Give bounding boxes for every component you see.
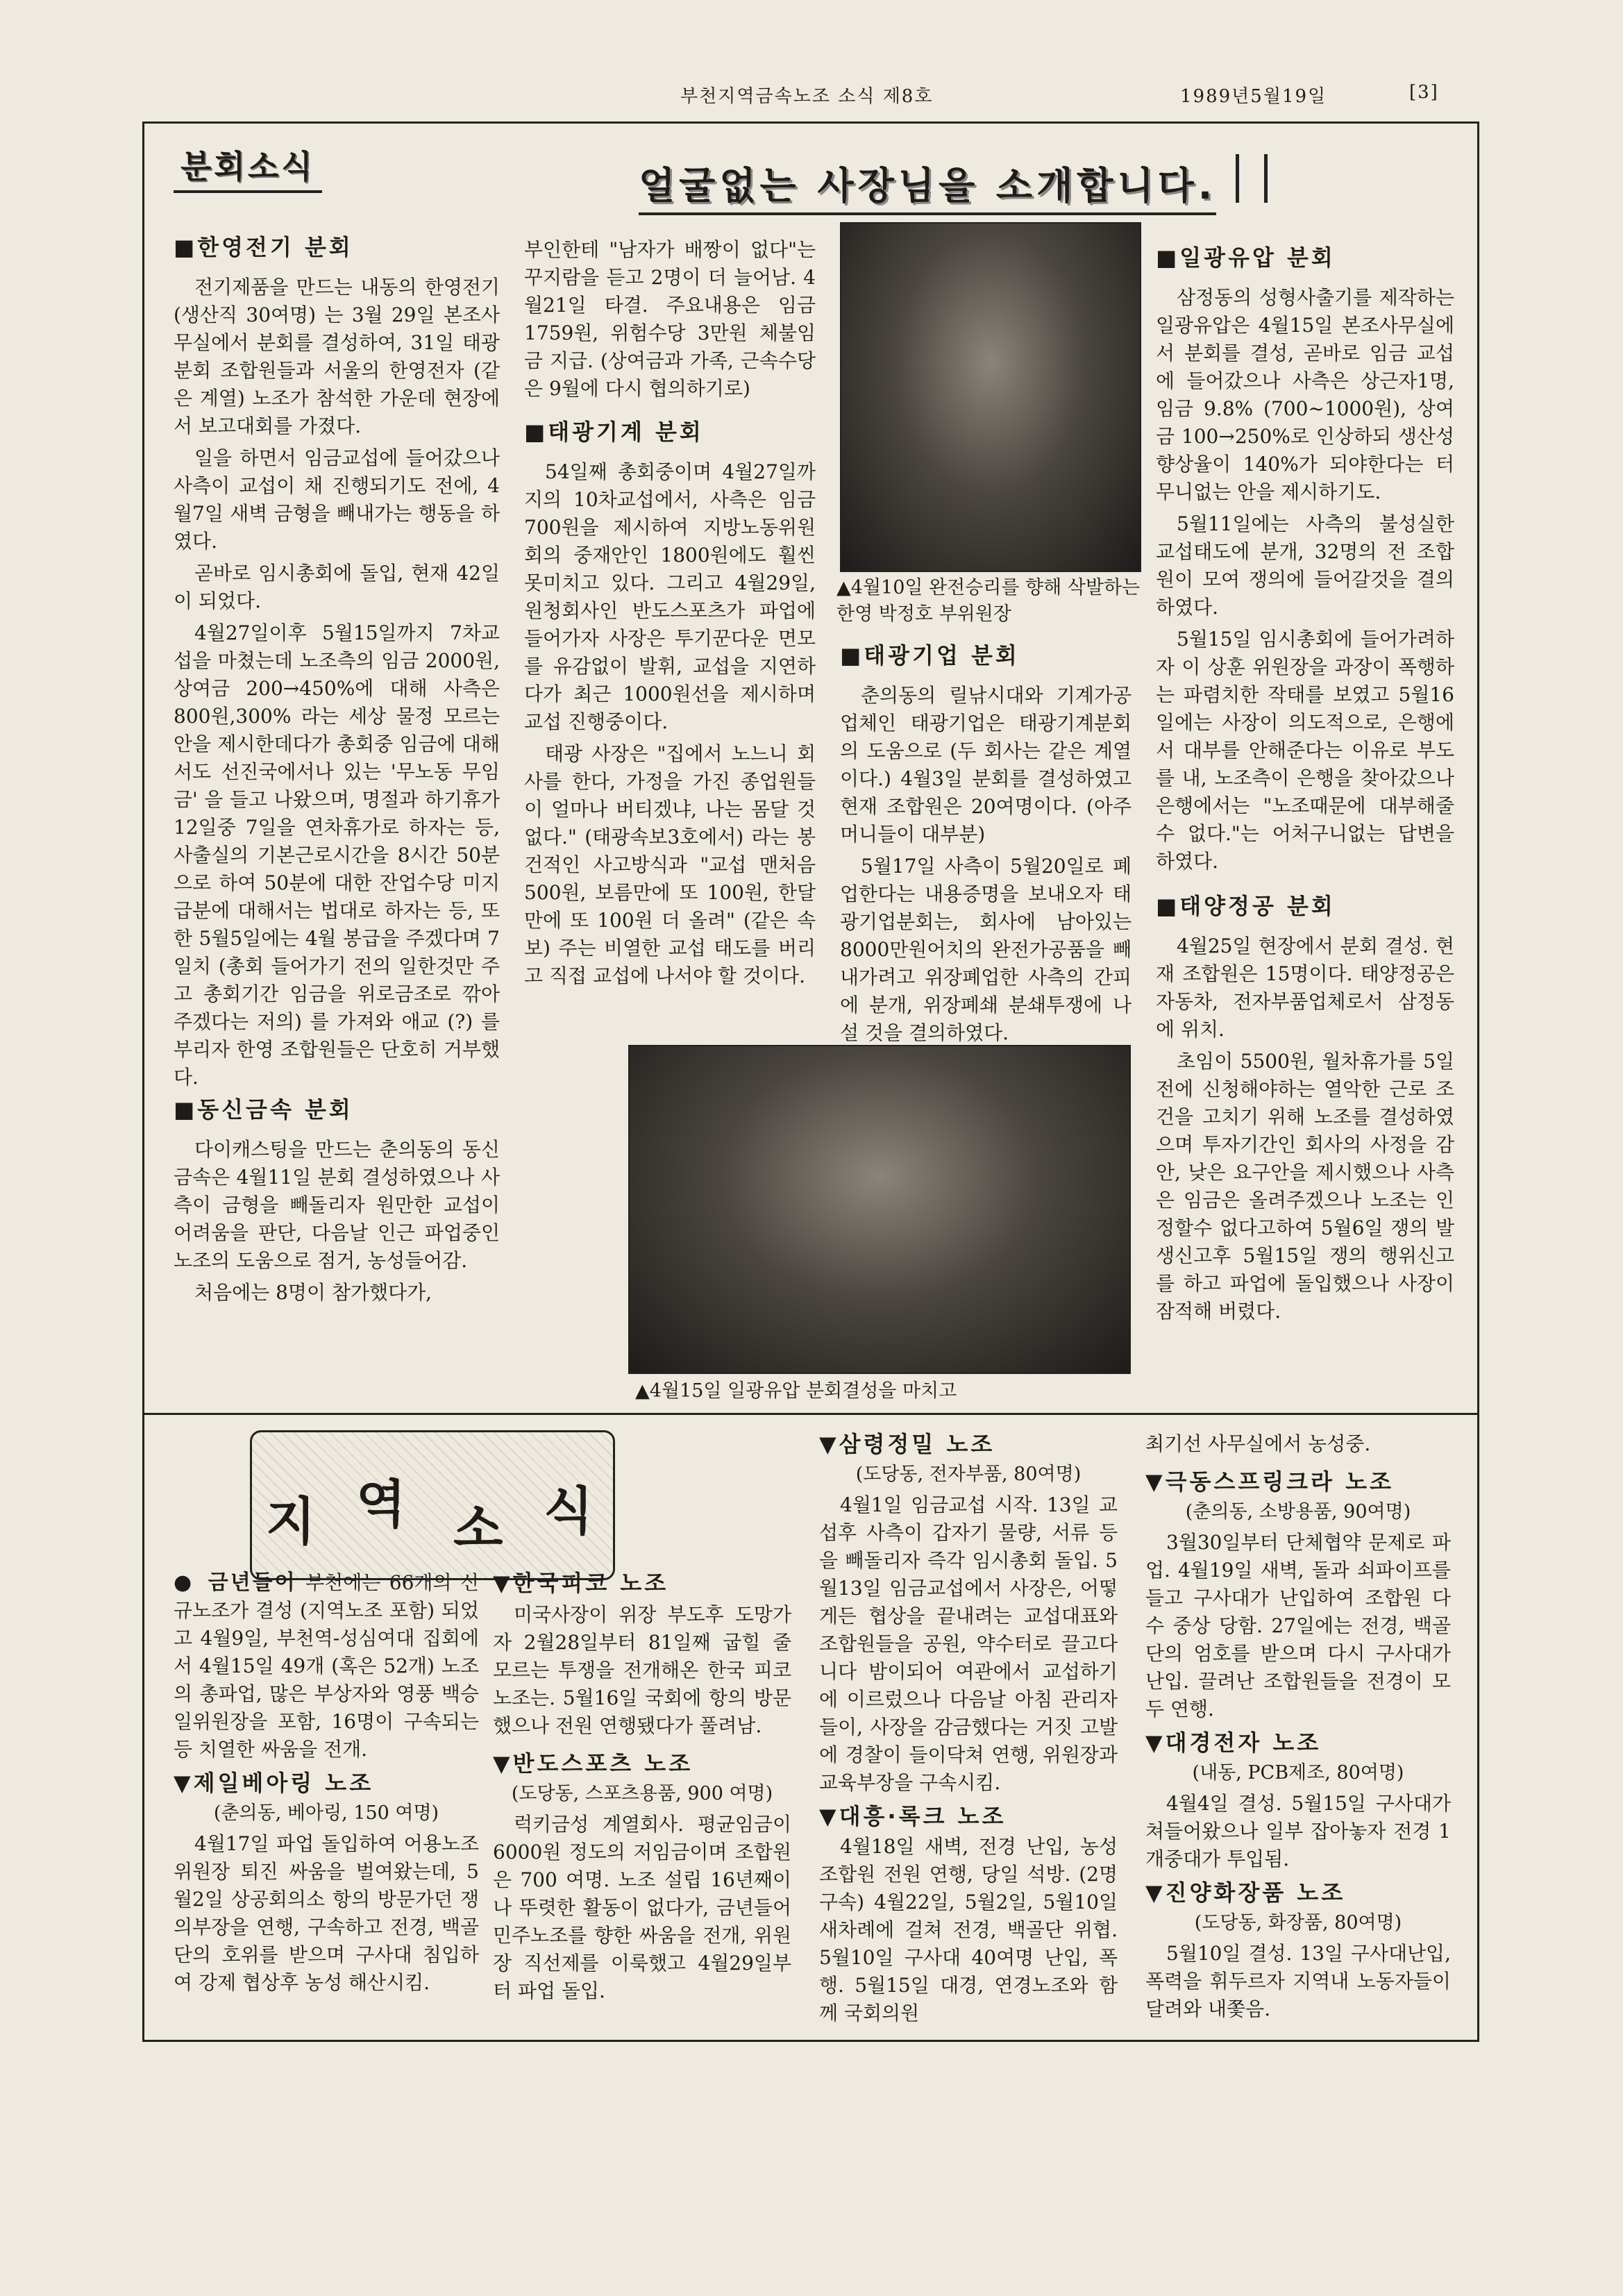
section-title: ▼극동스프링크라 노조 xyxy=(1145,1468,1394,1495)
section-title: ■태광기계 분회 xyxy=(524,419,704,445)
section-title: ■태광기업 분회 xyxy=(840,642,1020,669)
section-title: ■태양정공 분회 xyxy=(1156,893,1336,919)
section-divider xyxy=(142,1413,1477,1415)
banner-char: 식 xyxy=(544,1482,594,1541)
photo-group xyxy=(628,1045,1131,1374)
paragraph: 4월25일 현장에서 분회 결성. 현재 조합원은 15명이다. 태양정공은 자동차, 전자부품업체로서 삼정동에 위치. xyxy=(1156,935,1454,1041)
lead-label: ● 금년들어 xyxy=(174,1570,297,1595)
section-title: ▼반도스포츠 노조 xyxy=(493,1750,693,1777)
section-title: ■동신금속 분회 xyxy=(174,1096,353,1123)
paragraph: 일을 하면서 임금교섭에 들어갔으나 사측이 교섭이 채 진행되기도 전에, 4월7일 새벽 금형을 빼내가는 행동을 하였다. xyxy=(174,446,500,553)
paragraph: 처음에는 8명이 참가했다가, xyxy=(194,1281,432,1304)
issue-date: 1989년5월19일 xyxy=(1180,86,1327,107)
section-title: ▼진양화장품 노조 xyxy=(1145,1879,1346,1906)
article-column-1 xyxy=(174,229,500,1311)
section-title: ▼대흥·록크 노조 xyxy=(819,1803,1007,1829)
section-title: ▼한국피코 노조 xyxy=(493,1570,669,1596)
paragraph: 미국사장이 위장 부도후 도망가자 2월28일부터 81일째 굽힐 줄 모르는 투쟁을 전개해온 한국 피코노조는. 5월16일 국회에 항의 방문했으나 전원 연행됐다가 풀려남. xyxy=(493,1603,791,1737)
banner-char: 역 xyxy=(356,1475,406,1534)
paragraph: 다이캐스팅을 만드는 춘의동의 동신금속은 4월11일 분회 결성하였으나 사측이 금형을 빼돌리자 원만한 교섭이 어려움을 판단, 다음날 인근 파업중인 노조의 도움으로 점거, 농성들어감. xyxy=(174,1138,500,1272)
banner-char: 지 xyxy=(266,1492,316,1552)
paragraph: 태광 사장은 "집에서 노느니 회사를 한다, 가정을 가진 종업원들이 얼마나 버티겠냐, 나는 몸달 것 없다." (태광속보3호에서) 라는 봉건적인 사고방식과 "교섭 맨처음 500원, 보름만에 또 100원, 한달만에 또 100원 더 올려" (같은 속보) 주는 비열한 교섭 태도를 버리고 직접 교섭에 나서야 할 것이다. xyxy=(524,742,816,987)
article-column-2 xyxy=(524,236,816,994)
section-title: ▼삼령정밀 노조 xyxy=(819,1431,995,1457)
paragraph: 4월18일 새벽, 전경 난입, 농성 조합원 전원 연행, 당일 석방. (2명구속) 4월22일, 5월2일, 5월10일 새차례에 걸쳐 전경, 백골단 위협. 5월10일 구사대 40여명 난입, 폭행. 5월15일 대경, 연경노조와 함께 국회의원 xyxy=(819,1835,1118,2025)
paragraph: 5월10일 결성. 13일 구사대난입, 폭력을 휘두르자 지역내 노동자들이 달려와 내쫓음. xyxy=(1145,1942,1451,2020)
paragraph: 부인한테 "남자가 배짱이 없다"는 꾸지람을 듣고 2명이 더 늘어남. 4월21일 타결. 주요내용은 임금 1759원, 위험수당 3만원 체불임금 지급. (상여금과 가족, 근속수당은 9월에 다시 협의하기로) xyxy=(524,238,816,400)
section-title: ■한영전기 분회 xyxy=(174,234,353,260)
article-column-4 xyxy=(1156,240,1454,1330)
paragraph: 초임이 5500원, 월차휴가를 5일전에 신청해야하는 열악한 근로 조건을 고치기 위해 노조를 결성하였으며 투자기간인 회사의 사정을 감안, 낮은 요구안을 제시했으나 사측은 임금은 올려주겠으나 노조는 인정할수 없다고하여 5월6일 쟁의 발생신고후 5월15일 쟁의 행위신고를 하고 파업에 돌입했으나 사장이 잠적해 버렸다. xyxy=(1156,1050,1454,1323)
paragraph: 럭키금성 계열회사. 평균임금이 6000원 정도의 저임금이며 조합원은 700 여명. 노조 설립 16년째이나 뚜렷한 활동이 없다가, 금년들어 민주노조를 향한 싸움을 전개, 위원장 직선제를 이룩했고 4월29일부터 파업 돌입. xyxy=(493,1813,791,2002)
paragraph: 5월11일에는 사측의 불성실한 교섭태도에 분개, 32명의 전 조합원이 모여 쟁의에 들어갈것을 결의하였다. xyxy=(1156,512,1454,619)
paragraph: 곧바로 임시총회에 돌입, 현재 42일이 되었다. xyxy=(174,562,500,612)
paragraph: 4월4일 결성. 5월15일 구사대가 쳐들어왔으나 일부 잡아놓자 전경 1개중대가 투입됨. xyxy=(1145,1792,1451,1870)
paragraph: 54일째 총회중이며 4월27일까지의 10차교섭에서, 사측은 임금 700원을 제시하여 지방노동위원회의 중재안인 1800원에도 훨씬 못미치고 있다. 그리고 4월29일, 원청회사인 반도스포츠가 파업에 들어가자 사장은 투기꾼다운 면모를 유감없이 발휘, 교섭을 지연하다가 최근 1000원선을 제시하며 교섭 진행중이다. xyxy=(524,460,816,733)
paragraph: 춘의동의 릴낚시대와 기계가공업체인 태광기업은 태광기계분회의 도움으로 (두 회사는 같은 계열이다.) 4월3일 분회를 결성하였고 현재 조합원은 20여명이다. (아주머니들이 대부분) xyxy=(840,684,1132,846)
banner-char: 소 xyxy=(453,1499,503,1559)
regional-column-4 xyxy=(1145,1430,1451,2027)
headline-ornament xyxy=(1236,154,1268,203)
regional-column-1 xyxy=(174,1569,479,2001)
paragraph: 5월17일 사측이 5월20일로 폐업한다는 내용증명을 보내오자 태광기업분회는, 회사에 남아있는 8000만원어치의 완전가공품을 빼내가려고 위장폐업한 사측의 간피에 분개, 위장폐쇄 분쇄투쟁에 나설 것을 결의하였다. xyxy=(840,855,1132,1044)
paragraph: 4월27일이후 5월15일까지 7차교섭을 마쳤는데 노조측의 임금 2000원, 상여금 200→450%에 대해 사측은 800원,300% 라는 세상 물정 모르는 안을 제시한데다가 총회중 임금에 대해서도 선진국에서나 있는 '무노동 무임금' 을 들고 나왔으며, 명절과 하기휴가 12일중 7일을 연차휴가로 하자는 등, 사출실의 기본근로시간을 8시간 50분으로 하여 50분에 대한 잔업수당 미지급분에 대해서는 법대로 하자는 등, 또한 5월5일에는 4월 봉급을 주겠다며 7일치 (총회 들어가기 전의 일한것만 주고 총회기간 임금을 위로금조로 깎아 주겠다는 저의) 를 가져와 애교 (?) 를 부리자 한영 조합원들은 단호히 거부했다. xyxy=(174,621,500,1089)
paragraph: 전기제품을 만드는 내동의 한영전기 (생산직 30여명) 는 3월 29일 본조사무실에서 분회를 결성하여, 31일 태광분회 조합원들과 서울의 한영전자 (같은 계열) 노조가 참석한 가운데 현장에서 보고대회를 가졌다. xyxy=(174,276,500,437)
section-stamp: 분회소식 xyxy=(174,139,322,193)
regional-column-3 xyxy=(819,1430,1118,2031)
article-column-3 xyxy=(840,637,1132,1051)
section-subtitle: (도당동, 전자부품, 80여명) xyxy=(855,1464,1082,1485)
section-title: ▼대경전자 노조 xyxy=(1145,1729,1322,1756)
section-title: ▼제일베아링 노조 xyxy=(174,1770,374,1796)
paragraph: 부천에는 66개의 신규노조가 결성 (지역노조 포함) 되었고 4월9일, 부천역-성심여대 집회에서 4월15일 49개 (혹은 52개) 노조의 총파업, 많은 부상자와 영풍 백승일위원장을 포함, 16명이 구속되는 등 치열한 싸움을 전개. xyxy=(174,1571,479,1761)
paragraph: 최기선 사무실에서 농성중. xyxy=(1145,1432,1371,1455)
photo-caption: ▲4월15일 일광유압 분회결성을 마치고 xyxy=(635,1380,957,1402)
photo-caption: ▲4월10일 완전승리를 향해 삭발하는 한영 박정호 부위원장 xyxy=(836,577,1141,625)
section-subtitle: (내동, PCB제조, 80여명) xyxy=(1192,1762,1404,1784)
photo-head-shaving xyxy=(840,222,1141,572)
paragraph: 4월17일 파업 돌입하여 어용노조위원장 퇴진 싸움을 벌여왔는데, 5월2일 상공회의소 항의 방문가던 쟁의부장을 연행, 구속하고 전경, 백골단의 호위를 받으며 구사대 침입하여 강제 협상후 농성 해산시킴. xyxy=(174,1832,479,1994)
section-subtitle: (도당동, 화장품, 80여명) xyxy=(1194,1912,1402,1934)
section-subtitle: (도당동, 스포츠용품, 900 여명) xyxy=(511,1783,773,1804)
headline: 얼굴없는 사장님을 소개합니다. xyxy=(639,156,1216,215)
regional-news-banner xyxy=(250,1430,615,1580)
newspaper-title: 부천지역금속노조 소식 제8호 xyxy=(680,86,934,107)
paragraph: 5월15일 임시총회에 들어가려하자 이 상훈 위원장을 과장이 폭행하는 파렴치한 작태를 보였고 5월16일에는 사장이 의도적으로, 은행에서 대부를 안해준다는 이유로 부도를 내, 노조측이 은행을 찾아갔으나 은행에서는 "노조때문에 대부해줄수 없다."는 어처구니없는 답변을 하였다. xyxy=(1156,628,1454,873)
paragraph: 삼정동의 성형사출기를 제작하는 일광유압은 4월15일 본조사무실에서 분회를 결성, 곧바로 임금 교섭에 들어갔으나 사측은 상근자1명, 임금 9.8% (700~1000원), 상여금 100→250%로 인상하되 생산성 향상율이 140%가 되야한다는 터무니없는 안을 제시하기도. xyxy=(1156,286,1454,503)
section-title: ■일광유압 분회 xyxy=(1156,244,1336,271)
section-subtitle: (춘의동, 소방용품, 90여명) xyxy=(1185,1501,1411,1523)
paragraph: 4월1일 임금교섭 시작. 13일 교섭후 사측이 갑자기 물량, 서류 등을 빼돌리자 즉각 임시총회 돌입. 5월13일 임금교섭에서 사장은, 어떻게든 협상을 끝내려는 교섭대표와 조합원들을 공원, 약수터로 끌고다니다 밤이되어 여관에서 교섭하기에 이르렀으나 다음날 아침 관리자들이, 사장을 감금했다는 거짓 고발에 경찰이 들이닥쳐 연행, 위원장과 교육부장을 구속시킴. xyxy=(819,1493,1118,1794)
page-number: [3] xyxy=(1409,82,1439,103)
section-subtitle: (춘의동, 베아링, 150 여명) xyxy=(213,1802,439,1824)
paragraph: 3월30일부터 단체협약 문제로 파업. 4월19일 새벽, 돌과 쇠파이프를 들고 구사대가 난입하여 조합원 다수 중상 당함. 27일에는 전경, 백골단의 엄호를 받으며 다시 구사대가 난입. 끌려난 조합원들을 전경이 모두 연행. xyxy=(1145,1531,1451,1720)
regional-column-2 xyxy=(493,1569,791,2009)
